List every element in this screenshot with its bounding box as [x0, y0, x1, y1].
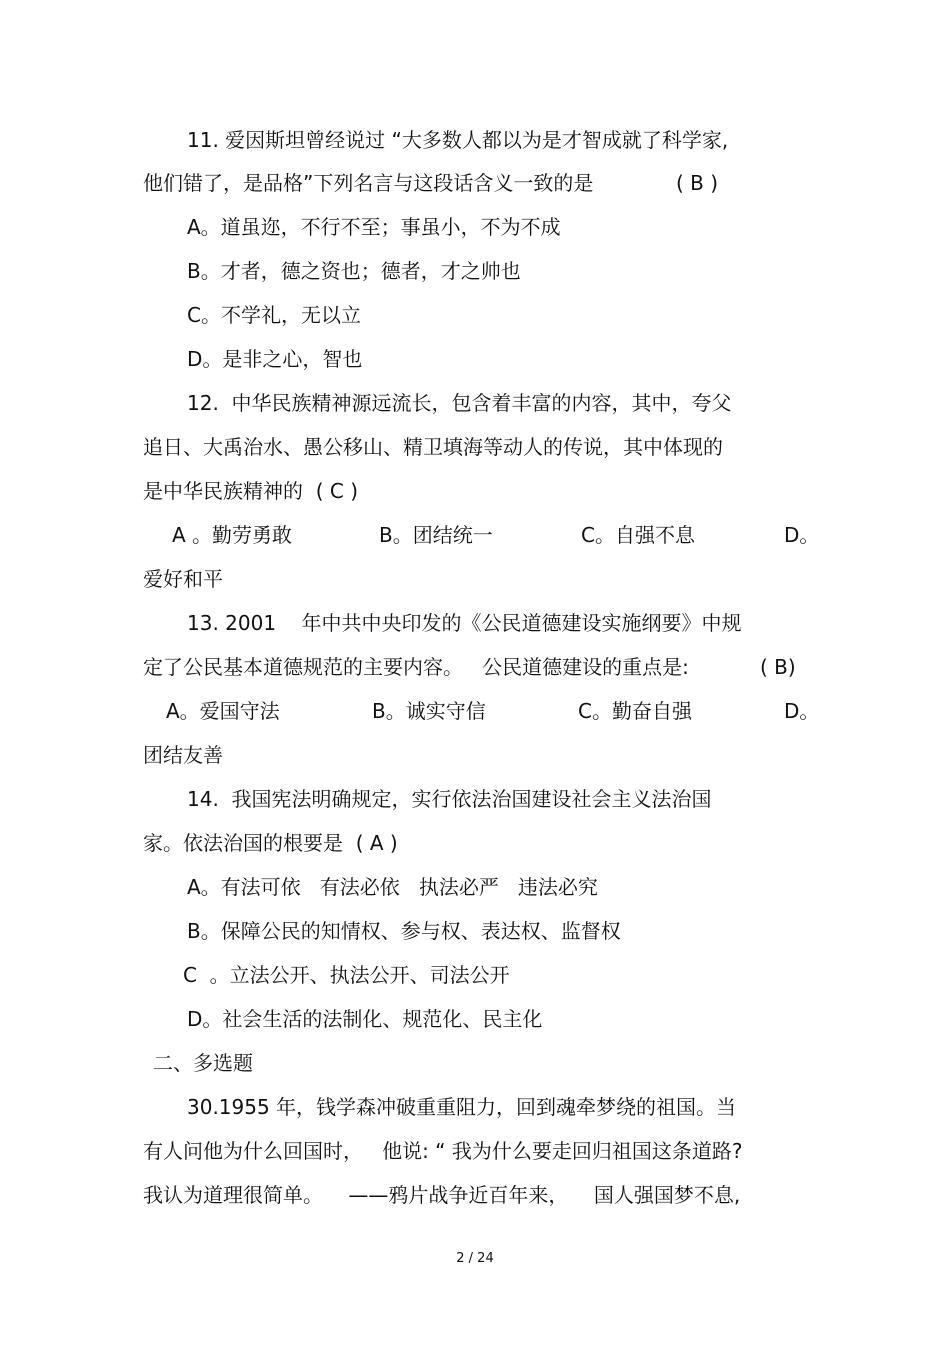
q12-option-c: C。自强不息 [581, 523, 695, 547]
q12-option-b: B。团结统一 [379, 523, 493, 547]
q14-option-d: D。社会生活的法制化、规范化、民主化 [187, 1007, 543, 1031]
q12-option-d: D。 [784, 523, 820, 547]
page-number: 2 / 24 [456, 1251, 494, 1266]
q14-option-a: A。有法可依 有法必依 执法必严 违法必究 [187, 875, 598, 899]
q11-line1: 11. 爱因斯坦曾经说过 “大多数人都以为是才智成就了科学家, [187, 128, 729, 152]
q13-option-a: A。爱国守法 [166, 699, 280, 723]
q13-line2: 定了公民基本道德规范的主要内容。 公民道德建设的重点是: [143, 655, 689, 679]
q30-line2: 有人问他为什么回国时， 他说: “ 我为什么要走回归祖国这条道路? [143, 1139, 743, 1163]
q30-line1: 30.1955 年，钱学森冲破重重阻力，回到魂牵梦绕的祖国。当 [187, 1095, 737, 1119]
q13-option-d: D。 [784, 699, 820, 723]
q14-line1: 14. 我国宪法明确规定，实行依法治国建设社会主义法治国 [187, 787, 712, 811]
section-title: 二、多选题 [153, 1051, 253, 1075]
q12-line2: 追日、大禹治水、愚公移山、精卫填海等动人的传说，其中体现的 [143, 435, 723, 459]
q11-option-c: C。不学礼，无以立 [187, 303, 361, 327]
q14-line2: 家。依法治国的根要是 ( A ) [143, 831, 398, 855]
q13-option-d-text: 团结友善 [143, 743, 223, 767]
q30-line3: 我认为道理很简单。 ——鸦片战争近百年来， 国人强国梦不息, [143, 1183, 741, 1207]
q11-option-d: D。是非之心，智也 [187, 347, 363, 371]
q13-option-c: C。勤奋自强 [578, 699, 692, 723]
q11-option-a: A。道虽迩，不行不至；事虽小，不为不成 [187, 215, 561, 239]
q12-line3: 是中华民族精神的 ( C ) [143, 479, 358, 503]
q14-option-c: C 。立法公开、执法公开、司法公开 [183, 963, 510, 987]
q13-line1: 13. 2001 年中共中央印发的《公民道德建设实施纲要》中规 [187, 611, 742, 635]
q11-line2: 他们错了，是品格”下列名言与这段话含义一致的是 [143, 171, 594, 195]
q12-option-a: A 。勤劳勇敢 [172, 523, 293, 547]
q11-option-b: B。才者，德之资也；德者，才之帅也 [187, 259, 521, 283]
q14-option-b: B。保障公民的知情权、参与权、表达权、监督权 [187, 919, 621, 943]
q12-option-d-text: 爱好和平 [143, 567, 223, 591]
q11-answer: ( B ) [676, 171, 719, 195]
q12-line1: 12. 中华民族精神源远流长，包含着丰富的内容，其中，夸父 [187, 391, 732, 415]
q13-answer: ( B) [760, 655, 796, 679]
q13-option-b: B。诚实守信 [372, 699, 486, 723]
